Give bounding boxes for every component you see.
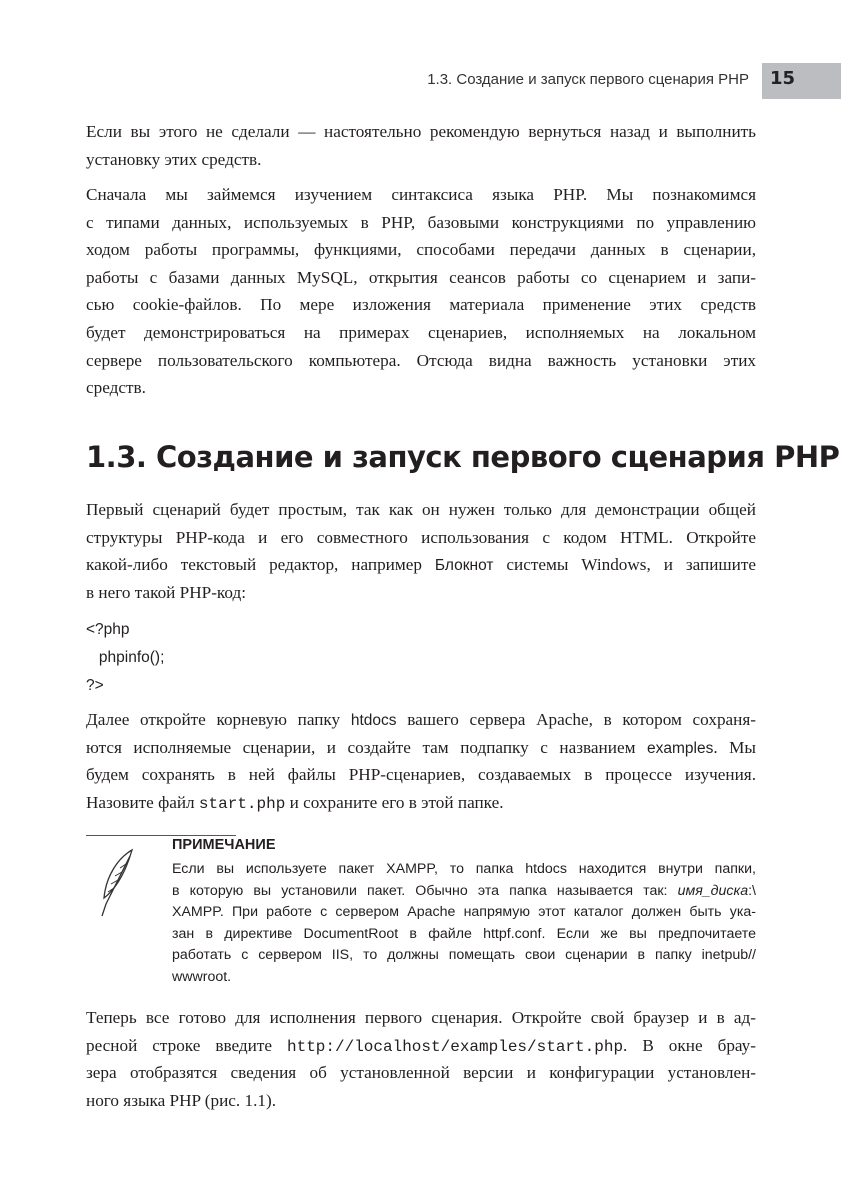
text-span: ходом работы программы, функциями, способами передачи данных в сценарии,	[86, 240, 756, 260]
inline-code: start.php	[198, 794, 286, 813]
text-line	[172, 859, 756, 881]
text-line	[86, 1032, 756, 1060]
text-line	[86, 1004, 756, 1032]
text-line	[86, 236, 756, 264]
inline-term: examples	[646, 739, 714, 757]
running-title: 1.3. Создание и запуск первого сценария PHP	[427, 71, 749, 88]
text-line	[172, 902, 756, 924]
text-span: в которую вы установили пакет. Обычно эта папка называется так:	[172, 882, 678, 899]
text-span: . В окне брау-	[623, 1035, 756, 1055]
text-line	[86, 1059, 756, 1087]
text-span: работать с сервером IIS, то должны помещать свои сценарии в папку inetpub//	[172, 947, 756, 963]
paragraph-4	[86, 706, 756, 816]
inline-term: Блокнот	[434, 557, 494, 575]
text-span: с типами данных, используемых в PHP, базовыми конструкциями по управлению	[86, 212, 756, 232]
text-line	[86, 734, 756, 762]
text-line	[172, 881, 756, 903]
text-span: структуры PHP-кода и его совместного использования с кодом HTML. Откройте	[86, 527, 756, 547]
text-line	[86, 579, 756, 607]
text-span: работы с базами данных MySQL, открытия сеансов работы со сценарием и запи-	[86, 267, 756, 287]
text-span: ресной строке введите	[86, 1035, 287, 1055]
text-line	[86, 347, 756, 375]
text-span: будем сохранять в ней файлы PHP-сценариев, создаваемых в процессе изучения.	[86, 765, 756, 785]
text-span: wwwroot.	[172, 968, 232, 985]
paragraph-5	[86, 1004, 756, 1114]
code-line: ?>	[86, 676, 104, 694]
inline-code: http://localhost/examples/start.php	[286, 1037, 624, 1056]
text-line	[86, 551, 756, 579]
text-line	[86, 789, 756, 817]
text-line	[86, 209, 756, 237]
text-span: системы Windows, и запишите	[493, 555, 756, 575]
note-title: ПРИМЕЧАНИЕ	[172, 837, 276, 853]
text-line	[86, 319, 756, 347]
text-span: XAMPP. При работе с сервером Apache напрямую этот каталог должен быть ука-	[172, 904, 756, 920]
text-line	[86, 496, 756, 524]
note-divider	[86, 835, 236, 836]
text-span: сервере пользовательского компьютера. Отсюда видна важность установки этих	[86, 350, 756, 370]
text-span: зан в директиве DocumentRoot в файле httpf.conf. Если же вы предпочитаете	[172, 925, 756, 942]
feather-icon	[98, 848, 138, 918]
text-line	[86, 374, 756, 402]
text-line	[86, 524, 756, 552]
text-line	[86, 761, 756, 789]
text-line	[86, 146, 756, 174]
inline-term: htdocs	[350, 712, 397, 729]
inline-term: имя_диска	[677, 882, 749, 899]
text-span: будет демонстрироваться на примерах сценариев, исполняемых на локальном	[86, 322, 756, 342]
text-span: Если вы используете пакет XAMPP, то папка htdocs находится внутри папки,	[172, 861, 756, 877]
text-line	[86, 291, 756, 319]
section-heading: 1.3. Создание и запуск первого сценария PHP	[86, 440, 840, 474]
paragraph-3	[86, 496, 756, 606]
code-listing	[86, 616, 164, 699]
text-span: . Мы	[713, 737, 756, 757]
text-line	[172, 924, 756, 946]
text-line	[86, 181, 756, 209]
text-span: Первый сценарий будет простым, так как он нужен только для демонстрации общей	[86, 500, 756, 519]
text-span: зера отобразятся сведения об установленной версии и конфигурации установлен-	[86, 1063, 756, 1083]
paragraph-1	[86, 118, 756, 173]
text-span: Сначала мы займемся изучением синтаксиса языка PHP. Мы познакомимся	[86, 185, 756, 204]
note-body	[172, 859, 756, 988]
text-line	[172, 967, 756, 989]
text-line	[86, 118, 756, 146]
text-line	[86, 706, 756, 734]
text-span: Теперь все готово для исполнения первого сценария. Откройте свой браузер и в ад-	[86, 1008, 756, 1027]
text-span: какой-либо текстовый редактор, например	[86, 555, 435, 575]
text-span: ются исполняемые сценарии, и создайте там подпапку с названием	[86, 737, 647, 757]
paragraph-2	[86, 181, 756, 402]
text-span: Далее откройте корневую папку	[86, 710, 351, 729]
code-line: phpinfo();	[86, 648, 165, 666]
text-span: ного языка PHP (рис. 1.1).	[86, 1090, 276, 1110]
page-number-tab	[762, 63, 841, 99]
code-line: <?php	[86, 621, 130, 638]
text-line	[86, 264, 756, 292]
text-span: Назовите файл	[86, 792, 199, 812]
text-line	[172, 945, 756, 967]
page-number: 15	[770, 68, 796, 89]
text-span: в него такой PHP-код:	[86, 582, 247, 602]
text-span: и сохраните его в этой папке.	[285, 792, 504, 812]
text-span: Если вы этого не сделали — настоятельно рекомендую вернуться назад и выполнить	[86, 122, 756, 141]
running-header	[0, 63, 841, 99]
text-span: средств.	[86, 378, 146, 398]
text-span: вашего сервера Apache, в котором сохраня-	[396, 710, 756, 729]
text-line	[86, 1087, 756, 1115]
text-span: установку этих средств.	[86, 149, 262, 169]
text-span: сью cookie-файлов. По мере изложения материала применение этих средств	[86, 295, 756, 315]
text-span: :\	[748, 882, 756, 899]
